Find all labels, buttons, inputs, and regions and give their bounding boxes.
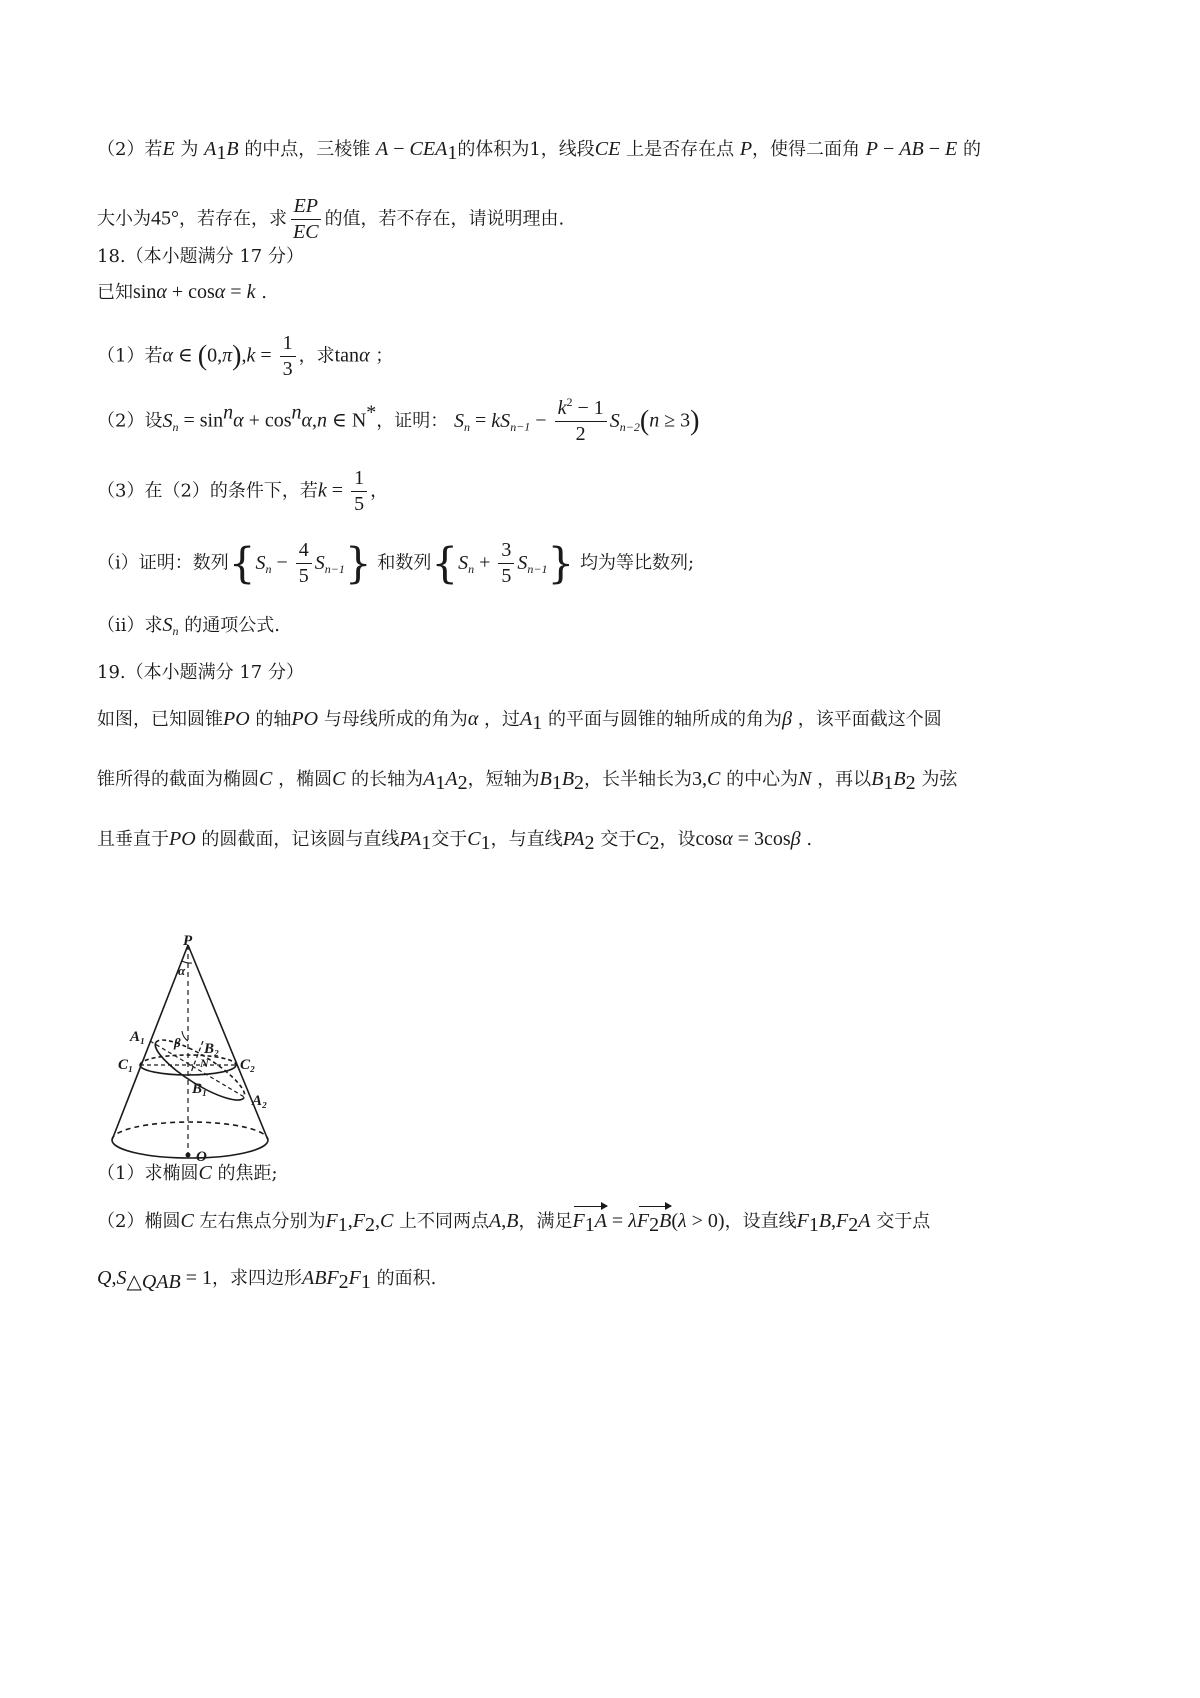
beta-arc [182,1031,188,1041]
q19-part2-line2: $Q,S_{\triangle QAB} = 1$，求四边形$ABF_2F_1$ 的面积. [97,1267,437,1293]
label-o: O [196,1149,207,1165]
one-third-fraction: $\frac{1}{3}$ [280,333,296,380]
label-alpha: α [178,963,186,978]
label-c1: C₁ [118,1057,134,1073]
label-p: P [183,935,193,949]
q18-part3-ii: （ⅱ）求$S_n$ 的通项公式. [97,614,280,638]
q18-header: 18.（本小题满分 17 分） [97,246,304,267]
cone-figure [108,935,308,1165]
q19-stem-line2: 锥所得的截面为椭圆C ，椭圆C 的长轴为$A_1A_2$，短轴为$B_1B_2$，长半轴长为3,C 的中心为N ，再以$B_1B_2$ 为弦 [97,768,958,794]
q18-part2: （2）设$S_n = \sin^n\alpha + \cos^n\alpha,n$ ∈ N*，证明： $S_n = kS_{n-1}$ − $\frac{k^2 - 1}{2}$ $S_{n-2}(n \ge 3)$ [97,395,700,445]
q17-part2-line2: 大小为45°，若存在，求 $\frac{EP}{EC}$ 的值，若不存在，请说明理由. [97,195,565,243]
one-fifth-fraction: $\frac{1}{5}$ [351,468,367,515]
q18-given: 已知sinα + cosα = k . [97,281,267,303]
label-beta: β [174,1035,181,1050]
k-squared-fraction: $\frac{k^2 - 1}{2}$ [555,398,607,445]
label-b2: B₂ [204,1041,220,1057]
cone-right-generatrix [188,945,268,1140]
q19-stem-line3: 且垂直于PO 的圆截面，记该圆与直线$PA_1$交于$C_1$，与直线$PA_2$ 交于$C_2$，设cosα = 3cosβ . [97,828,813,854]
label-n: N [200,1056,209,1070]
q19-header: 19.（本小题满分 17 分） [97,662,304,683]
label-a2: A₂ [252,1093,268,1109]
point-o [186,1153,191,1158]
ep-over-ec-fraction: $\frac{EP}{EC}$ [290,196,322,243]
label-b1: B₁ [192,1081,208,1097]
q18-part3: （3）在（2）的条件下，若k = $\frac{1}{5}$ ， [97,467,389,515]
q17-part2-line1: （2）若E 为 $A_1B$ 的中点，三棱锥 $A - CEA_1$的体积为1，线段CE 上是否存在点 P，使得二面角 P − AB − E 的 [97,138,981,164]
q19-part1: （1）求椭圆C 的焦距; [97,1162,278,1184]
label-a1: A₁ [130,1029,146,1045]
base-back-arc [112,1122,268,1140]
q18-part3-i: （ⅰ）证明：数列{$S_n$ − $\frac{4}{5}$ $S_{n-1}$} 和数列{$S_n$ + $\frac{3}{5}$ $S_{n-1}$} 均为等比数列; [97,538,695,588]
q19-stem-line1: 如图，已知圆锥PO 的轴PO 与母线所成的角为α ，过$A_1$ 的平面与圆锥的轴所成的角为β ，该平面截这个圆 [97,708,942,734]
label-c2: C₂ [240,1057,256,1073]
q18-part1: （1）若α ∈ (0,π),k = $\frac{1}{3}$ ，求tanα ； [97,332,394,380]
q19-part2-line1: （2）椭圆C 左右焦点分别为$F_1,F_2,C$ 上不同两点A,B，满足$F_1A = \lambda F_2B(\lambda > 0)$，设直线$F_1B,F_2A$ 交于点 [97,1210,931,1236]
